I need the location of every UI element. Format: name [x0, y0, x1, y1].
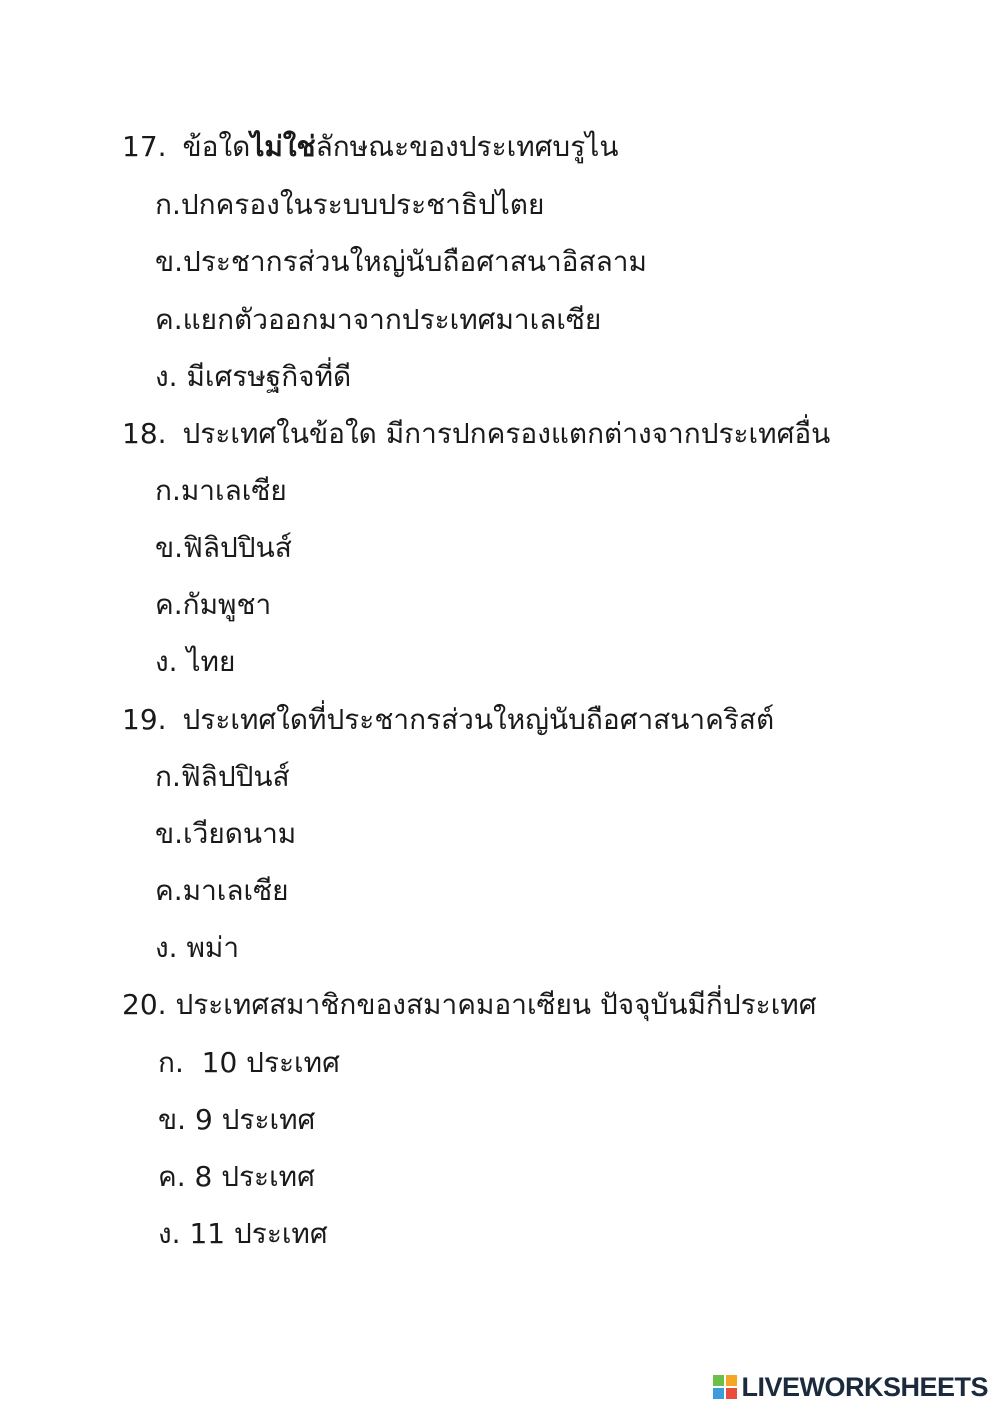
option-17-b[interactable]: ข.ประชากรส่วนใหญ่นับถือศาสนาอิสลาม	[155, 245, 647, 278]
question-text: ประเทศในข้อใด มีการปกครองแตกต่างจากประเทศอื่น	[182, 417, 831, 450]
option-19-d[interactable]: ง. พม่า	[155, 931, 240, 964]
question-number: 20.	[122, 988, 167, 1021]
logo-square-blue	[713, 1388, 724, 1399]
logo-square-orange	[726, 1375, 737, 1386]
option-19-a[interactable]: ก.ฟิลิปปินส์	[155, 760, 290, 793]
option-20-b[interactable]: ข. 9 ประเทศ	[158, 1103, 316, 1136]
question-text: ประเทศใดที่ประชากรส่วนใหญ่นับถือศาสนาคริสต์	[182, 703, 775, 736]
question-number: 19.	[122, 703, 167, 736]
option-20-d[interactable]: ง. 11 ประเทศ	[158, 1217, 328, 1250]
question-emphasis: ไม่ใช่	[250, 130, 316, 163]
option-18-c[interactable]: ค.กัมพูชา	[155, 588, 272, 621]
option-19-c[interactable]: ค.มาเลเซีย	[155, 874, 289, 907]
logo-square-red	[726, 1388, 737, 1399]
question-number: 17.	[122, 130, 167, 163]
question-text: ข้อใด	[182, 130, 251, 163]
option-18-a[interactable]: ก.มาเลเซีย	[155, 474, 287, 507]
option-19-b[interactable]: ข.เวียดนาม	[155, 817, 297, 850]
option-17-c[interactable]: ค.แยกตัวออกมาจากประเทศมาเลเซีย	[155, 303, 602, 336]
question-text: ประเทศสมาชิกของสมาคมอาเซียน ปัจจุบันมีกี่ประเทศ	[175, 988, 817, 1021]
logo-text: LIVEWORKSHEETS	[741, 1371, 988, 1402]
question-18	[122, 414, 830, 454]
option-17-a[interactable]: ก.ปกครองในระบบประชาธิปไตย	[155, 188, 545, 221]
question-text-rest: ลักษณะของประเทศบรูไน	[315, 130, 619, 163]
option-18-b[interactable]: ข.ฟิลิปปินส์	[155, 531, 292, 564]
question-20	[122, 985, 817, 1025]
option-20-a[interactable]: ก. 10 ประเทศ	[158, 1046, 340, 1079]
question-number: 18.	[122, 417, 167, 450]
option-18-d[interactable]: ง. ไทย	[155, 645, 236, 678]
option-20-c[interactable]: ค. 8 ประเทศ	[158, 1160, 315, 1193]
question-19	[122, 700, 774, 740]
question-17	[122, 127, 618, 167]
logo-grid-icon	[713, 1375, 737, 1399]
option-17-d[interactable]: ง. มีเศรษฐกิจที่ดี	[155, 360, 352, 393]
liveworksheets-logo[interactable]	[713, 1372, 988, 1402]
logo-square-green	[713, 1375, 724, 1386]
